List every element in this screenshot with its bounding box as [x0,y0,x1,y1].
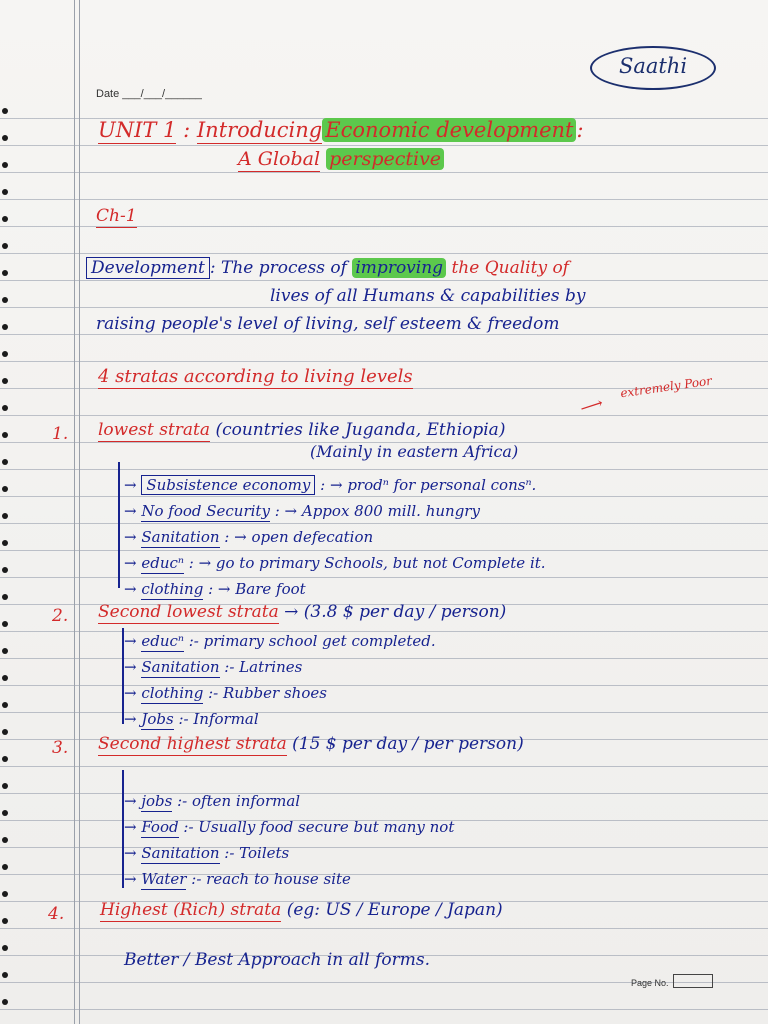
binding-hole [2,594,8,600]
item-value: :- Latrines [224,658,303,676]
arrow-icon: → [124,684,142,702]
binding-hole [2,189,8,195]
item-label: educⁿ [141,632,184,650]
item-value: :- primary school get completed. [188,632,436,650]
binding-hole [2,648,8,654]
item-value: : → Appox 800 mill. hungry [274,502,480,520]
item-value: :- Informal [178,710,259,728]
binding-hole [2,135,8,141]
binding-hole [2,675,8,681]
date-label: Date ___/___/______ [96,88,202,100]
margin-line [74,0,75,1024]
binding-hole [2,918,8,924]
strata-note: (Mainly in eastern Africa) [310,442,519,461]
binding-hole [2,243,8,249]
binding-hole [2,513,8,519]
binding-holes [0,0,12,1024]
binding-hole [2,405,8,411]
binding-hole [2,810,8,816]
binding-hole [2,729,8,735]
binding-hole [2,783,8,789]
page-number-box [673,974,713,988]
unit-subtitle: A Global perspective [238,148,444,170]
item-label: No food Security [141,502,270,520]
definition-line-1: Development : The process of improving the Quality of [86,258,569,278]
margin-line [79,0,80,1024]
arrow-icon: → [124,632,142,650]
binding-hole [2,972,8,978]
binding-hole [2,216,8,222]
bracket-line [118,462,120,588]
strata-item [124,554,546,572]
item-label: Sanitation [141,844,220,862]
binding-hole [2,297,8,303]
binding-hole [2,162,8,168]
arrow-icon: → [124,658,142,676]
page-number-label: Page No. [631,978,669,988]
item-value: : → Bare foot [208,580,306,598]
strata-item [124,632,436,650]
item-label: clothing [141,580,204,598]
arrow-icon: → [124,870,142,888]
item-label: Jobs [141,710,174,728]
stratas-heading: 4 stratas according to living levels [98,366,413,387]
binding-hole [2,567,8,573]
item-value: :- reach to house site [191,870,351,888]
strata-item [124,818,454,836]
strata-item [124,476,536,494]
binding-hole [2,351,8,357]
item-label: Sanitation [141,658,220,676]
strata-heading: Second lowest strata → (3.8 $ per day / person) [98,602,507,622]
strata-item [124,844,289,862]
strata-item [124,684,327,702]
binding-hole [2,837,8,843]
binding-hole [2,864,8,870]
binding-hole [2,270,8,276]
item-label: Sanitation [141,528,220,546]
item-value: :- often informal [177,792,301,810]
binding-hole [2,324,8,330]
binding-hole [2,621,8,627]
strata-summary: Better / Best Approach in all forms. [124,950,430,970]
strata-item [124,710,259,728]
item-label: Food [141,818,179,836]
strata-number: 2. [52,606,69,626]
binding-hole [2,432,8,438]
definition-line-2: lives of all Humans & capabilities by [270,286,586,306]
strata-number: 1. [52,424,69,444]
binding-hole [2,108,8,114]
strata-heading: Second highest strata (15 $ per day / per person) [98,734,524,754]
item-label: clothing [141,684,204,702]
binding-hole [2,486,8,492]
arrow-icon: → [124,792,142,810]
strata-item [124,792,300,810]
item-label: jobs [141,792,173,810]
unit-title: UNIT 1 : Introducing Economic development : [98,118,584,142]
binding-hole [2,891,8,897]
item-label: educⁿ [141,554,184,572]
definition-line-3: raising people's level of living, self esteem & freedom [96,314,560,334]
item-label: Subsistence economy [141,475,315,495]
item-value: :- Rubber shoes [208,684,327,702]
arrow-icon: → [124,818,142,836]
brand-logo: Saathi [590,46,716,90]
binding-hole [2,999,8,1005]
binding-hole [2,756,8,762]
arrow-icon: → [124,580,142,598]
binding-hole [2,702,8,708]
item-value: : → open defecation [224,528,374,546]
arrow-icon: → [124,554,142,572]
binding-hole [2,945,8,951]
arrow-icon: → [124,844,142,862]
item-value: : → go to primary Schools, but not Complete it. [188,554,546,572]
binding-hole [2,540,8,546]
arrow-icon: → [124,528,142,546]
item-value: : → prodⁿ for personal consⁿ. [320,476,537,494]
item-label: Water [141,870,187,888]
item-value: :- Usually food secure but many not [183,818,455,836]
chapter-label: Ch-1 [96,206,137,226]
arrow-icon: ⟶ [577,392,606,419]
arrow-icon: → [124,502,142,520]
binding-hole [2,378,8,384]
arrow-icon: → [124,476,142,494]
strata-number: 4. [48,904,65,924]
strata-item [124,658,302,676]
strata-heading: lowest strata (countries like Juganda, Ethiopia) [98,420,506,440]
item-value: :- Toilets [224,844,290,862]
arrow-icon: → [124,710,142,728]
strata-number: 3. [52,738,69,758]
extremely-poor-note: extremely Poor [619,373,713,401]
strata-item [124,870,351,888]
strata-item [124,580,306,598]
strata-item [124,502,480,520]
strata-heading: Highest (Rich) strata (eg: US / Europe / Japan) [100,900,503,920]
strata-item [124,528,373,546]
binding-hole [2,459,8,465]
definition-term: Development [86,257,210,279]
